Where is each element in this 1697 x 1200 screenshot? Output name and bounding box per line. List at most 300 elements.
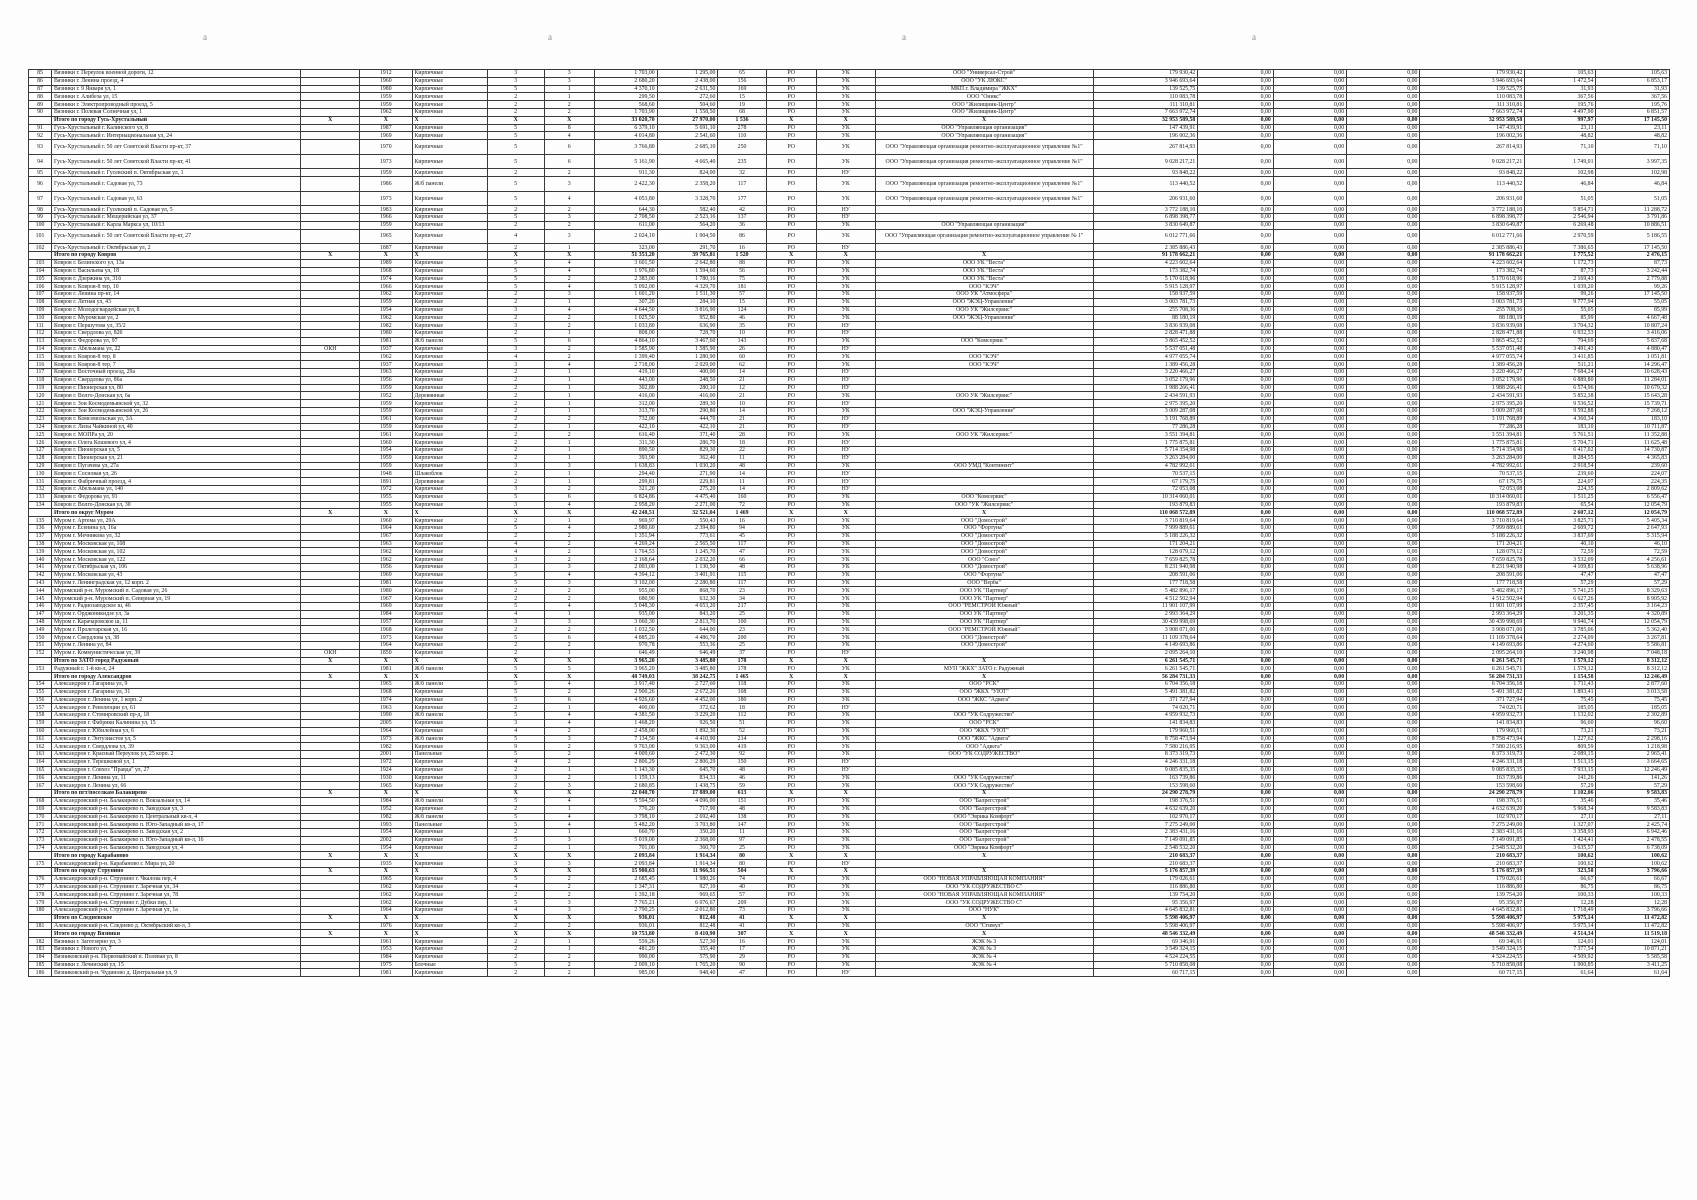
cost-part-cell: 0,00 <box>1273 899 1346 907</box>
cost-part-cell: 0,00 <box>1273 813 1346 821</box>
cost-part-cell: 0,00 <box>1198 883 1273 891</box>
address-cell: Ковров г. Зои Космодемьянской ул, 26 <box>52 408 301 416</box>
cost-part-cell: 0,00 <box>1347 930 1420 938</box>
fund-method-cell: РО <box>766 408 816 416</box>
unit-cost-cell: 1 513,15 <box>1525 758 1596 766</box>
management-method-cell: УК <box>816 462 875 470</box>
floors-cell: 3 <box>487 345 544 353</box>
max-unit-cost-cell: 102,98 <box>1596 169 1670 177</box>
fund-method-cell: РО <box>766 191 816 206</box>
heritage-cell <box>301 610 360 618</box>
cost-part-cell: 0,00 <box>1198 930 1273 938</box>
fund-method-cell: РО <box>766 229 816 244</box>
floors-cell: 2 <box>487 805 544 813</box>
wall-material-cell: Кирпичные <box>412 361 487 369</box>
table-row <box>29 454 1670 462</box>
table-body <box>29 70 1670 977</box>
max-unit-cost-cell: 105,63 <box>1596 70 1670 78</box>
fund-method-cell: РО <box>766 214 816 222</box>
max-unit-cost-cell: 99,26 <box>1596 283 1670 291</box>
fund-method-cell: РО <box>766 93 816 101</box>
management-org-cell: ООО "Балрегстрой" <box>875 836 1093 844</box>
fund-method-cell: X <box>766 930 816 938</box>
repair-cost-cell: 173 382,74 <box>1093 267 1198 275</box>
cost-part-cell: 0,00 <box>1273 860 1346 868</box>
repair-cost-cell: 8 758 473,94 <box>1093 735 1198 743</box>
residents-cell: 11 <box>718 478 766 486</box>
cost-part-cell: 0,00 <box>1347 782 1420 790</box>
cost-part-cell: 0,00 <box>1198 191 1273 206</box>
year-cell: 1982 <box>360 743 412 751</box>
entrances-cell: 6 <box>544 154 594 169</box>
floors-cell: X <box>487 790 544 798</box>
fund-method-cell: РО <box>766 291 816 299</box>
fund-method-cell: РО <box>766 478 816 486</box>
heritage-cell <box>301 618 360 626</box>
total-area-cell: 48 749,03 <box>594 673 657 681</box>
row-number-cell: 168 <box>29 797 52 805</box>
wall-material-cell: Кирпичные <box>412 259 487 267</box>
wall-material-cell: Кирпичные <box>412 774 487 782</box>
address-cell: Вязники г. Переулок военной дороги, 12 <box>52 70 301 78</box>
management-method-cell: УК <box>816 595 875 603</box>
max-unit-cost-cell: 224,07 <box>1596 470 1670 478</box>
cost-part-cell: 0,00 <box>1347 77 1420 85</box>
total-area-cell: 2 900,26 <box>594 688 657 696</box>
fund-method-cell: X <box>766 868 816 876</box>
total-cost-cell: 3 551 394,81 <box>1420 431 1525 439</box>
cost-part-cell: 0,00 <box>1347 836 1420 844</box>
residents-cell: 11 <box>718 454 766 462</box>
total-cost-cell: 153 598,60 <box>1420 782 1525 790</box>
premises-area-cell: 868,70 <box>657 587 718 595</box>
residents-cell: 90 <box>718 961 766 969</box>
repair-cost-cell: 111 310,81 <box>1093 101 1198 109</box>
heritage-cell <box>301 595 360 603</box>
heritage-cell: X <box>301 914 360 922</box>
heritage-cell <box>301 221 360 229</box>
heritage-cell <box>301 525 360 533</box>
address-cell: Гусь-Хрустальный г. 50 лет Советской Власти пр-кт, 27 <box>52 229 301 244</box>
row-number-cell: 131 <box>29 478 52 486</box>
address-cell: Гусь-Хрустальный г. Октябрьская ул, 2 <box>52 244 301 252</box>
unit-cost-cell: 86,75 <box>1525 883 1596 891</box>
table-row <box>29 907 1670 915</box>
management-method-cell: УК <box>816 821 875 829</box>
address-cell: Ковров г. Зои Космодемьянской ул, 32 <box>52 400 301 408</box>
table-row <box>29 124 1670 132</box>
row-number-cell <box>29 914 52 922</box>
cost-part-cell: 0,00 <box>1273 345 1346 353</box>
premises-area-cell: 2 813,70 <box>657 618 718 626</box>
residents-cell: 150 <box>718 758 766 766</box>
address-cell: Итого по городу Струнино <box>52 868 301 876</box>
wall-material-cell: Кирпичные <box>412 77 487 85</box>
total-cost-cell: 2 548 532,20 <box>1420 844 1525 852</box>
total-area-cell: 3 965,20 <box>594 657 657 665</box>
unit-cost-cell: 2 609,72 <box>1525 525 1596 533</box>
cost-part-cell: 0,00 <box>1273 77 1346 85</box>
repair-cost-cell: 163 739,86 <box>1093 774 1198 782</box>
premises-area-cell: 4 665,40 <box>657 154 718 169</box>
repair-cost-cell: 3 052 179,96 <box>1093 376 1198 384</box>
wall-material-cell: Кирпичные <box>412 493 487 501</box>
residents-cell: 28 <box>718 431 766 439</box>
management-org-cell: ООО "Домострой" <box>875 517 1093 525</box>
wall-material-cell: X <box>412 868 487 876</box>
total-cost-cell: 196 002,36 <box>1420 132 1525 140</box>
year-cell: X <box>360 790 412 798</box>
max-unit-cost-cell: 6 738,09 <box>1596 844 1670 852</box>
floors-cell: 2 <box>487 922 544 930</box>
management-method-cell: НУ <box>816 206 875 214</box>
row-number-cell: 173 <box>29 836 52 844</box>
management-org-cell <box>875 345 1093 353</box>
max-unit-cost-cell: 11 625,48 <box>1596 439 1670 447</box>
table-row <box>29 267 1670 275</box>
heritage-cell <box>301 423 360 431</box>
residents-cell: 250 <box>718 140 766 155</box>
repair-cost-cell: 4 977 055,74 <box>1093 353 1198 361</box>
total-area-cell: 2 093,84 <box>594 860 657 868</box>
cost-part-cell: 0,00 <box>1347 493 1420 501</box>
cost-part-cell: 0,00 <box>1347 961 1420 969</box>
address-cell: Муром г. Артема ул, 29А <box>52 517 301 525</box>
cost-part-cell: 0,00 <box>1273 571 1346 579</box>
repair-cost-cell: 4 782 992,61 <box>1093 462 1198 470</box>
management-org-cell: ЖЭК № 3 <box>875 946 1093 954</box>
year-cell: 1990 <box>360 712 412 720</box>
cost-part-cell: 0,00 <box>1198 797 1273 805</box>
wall-material-cell: Блочные <box>412 961 487 969</box>
table-row <box>29 486 1670 494</box>
management-org-cell: ООО УК "Партнер" <box>875 595 1093 603</box>
repair-cost-cell: 88 180,19 <box>1093 314 1198 322</box>
address-cell: Итого по городу Вязники <box>52 930 301 938</box>
floors-cell: 5 <box>487 571 544 579</box>
address-cell: Муром г. Коммунистическая ул, 39 <box>52 649 301 657</box>
floors-cell: 5 <box>487 214 544 222</box>
max-unit-cost-cell: 12 246,49 <box>1596 766 1670 774</box>
max-unit-cost-cell: 3 411,25 <box>1596 961 1670 969</box>
total-area-cell: 3 766,80 <box>594 140 657 155</box>
cost-part-cell: 0,00 <box>1273 930 1346 938</box>
max-unit-cost-cell: 14 730,87 <box>1596 447 1670 455</box>
heritage-cell: X <box>301 790 360 798</box>
total-area-cell: 1 976,80 <box>594 267 657 275</box>
repair-cost-cell: 6 261 545,71 <box>1093 665 1198 673</box>
total-area-cell: 5 048,30 <box>594 602 657 610</box>
year-cell: 1850 <box>360 649 412 657</box>
total-cost-cell: 4 246 331,18 <box>1420 758 1525 766</box>
floors-cell: 5 <box>487 154 544 169</box>
total-cost-cell: 2 095 264,10 <box>1420 649 1525 657</box>
management-method-cell: X <box>816 673 875 681</box>
total-cost-cell: 5 491 381,82 <box>1420 688 1525 696</box>
entrances-cell: 3 <box>544 899 594 907</box>
management-method-cell: УК <box>816 77 875 85</box>
cost-part-cell: 0,00 <box>1198 556 1273 564</box>
fund-method-cell: РО <box>766 634 816 642</box>
floors-cell: 9 <box>487 743 544 751</box>
cost-part-cell: 0,00 <box>1273 454 1346 462</box>
cost-part-cell: 0,00 <box>1198 673 1273 681</box>
year-cell: 1967 <box>360 532 412 540</box>
cost-part-cell: 0,00 <box>1273 369 1346 377</box>
management-method-cell: УК <box>816 665 875 673</box>
cost-part-cell: 0,00 <box>1273 214 1346 222</box>
management-org-cell: ООО "Балрегстрой" <box>875 797 1093 805</box>
table-row <box>29 766 1670 774</box>
management-method-cell: УК <box>816 501 875 509</box>
fund-method-cell: РО <box>766 140 816 155</box>
management-method-cell: НУ <box>816 415 875 423</box>
cost-part-cell: 0,00 <box>1273 322 1346 330</box>
max-unit-cost-cell: 3 997,35 <box>1596 154 1670 169</box>
cost-part-cell: 0,00 <box>1273 337 1346 345</box>
year-cell: 1982 <box>360 322 412 330</box>
total-area-cell: 51 353,20 <box>594 252 657 260</box>
cost-part-cell: 0,00 <box>1273 229 1346 244</box>
max-unit-cost-cell: 57,29 <box>1596 782 1670 790</box>
heritage-cell <box>301 493 360 501</box>
address-cell: Вязники г. Полевая Солнечная ул, 1 <box>52 108 301 116</box>
premises-area-cell: 969,65 <box>657 891 718 899</box>
cost-part-cell: 0,00 <box>1198 400 1273 408</box>
table-row <box>29 571 1670 579</box>
entrances-cell: 1 <box>544 766 594 774</box>
fund-method-cell: РО <box>766 244 816 252</box>
address-cell: Итого по городу Александров <box>52 673 301 681</box>
address-cell: Александров г. Свердлова ул, 39 <box>52 743 301 751</box>
cost-part-cell: 0,00 <box>1273 306 1346 314</box>
entrances-cell: 3 <box>544 907 594 915</box>
residents-cell: 47 <box>718 548 766 556</box>
fund-method-cell: РО <box>766 415 816 423</box>
address-cell: Вязники г. Нового ул, 7 <box>52 946 301 954</box>
table-row <box>29 525 1670 533</box>
cost-part-cell: 0,00 <box>1198 353 1273 361</box>
wall-material-cell: X <box>412 914 487 922</box>
year-cell: 1973 <box>360 634 412 642</box>
floors-cell: 2 <box>487 408 544 416</box>
residents-cell: 42 <box>718 206 766 214</box>
floors-cell: 4 <box>487 610 544 618</box>
total-cost-cell: 7 149 091,85 <box>1420 836 1525 844</box>
cost-part-cell: 0,00 <box>1198 415 1273 423</box>
table-row <box>29 797 1670 805</box>
residents-cell: 200 <box>718 634 766 642</box>
unit-cost-cell: 3 704,32 <box>1525 322 1596 330</box>
fund-method-cell: РО <box>766 470 816 478</box>
fund-method-cell: РО <box>766 696 816 704</box>
fund-method-cell: РО <box>766 860 816 868</box>
residents-cell: 18 <box>718 439 766 447</box>
unit-cost-cell: 6 574,96 <box>1525 384 1596 392</box>
total-area-cell: 4 370,10 <box>594 85 657 93</box>
total-area-cell: 313,70 <box>594 408 657 416</box>
address-cell: Итого по городу Гусь-Хрустальный <box>52 116 301 124</box>
row-number-cell: 108 <box>29 298 52 306</box>
management-method-cell: НУ <box>816 214 875 222</box>
residents-cell: 117 <box>718 579 766 587</box>
year-cell: 1969 <box>360 132 412 140</box>
management-org-cell: ООО "Управляющая организация ремонтно-эксплуатационное управление №1" <box>875 177 1093 192</box>
max-unit-cost-cell: 6 942,46 <box>1596 829 1670 837</box>
cost-part-cell: 0,00 <box>1198 595 1273 603</box>
table-row <box>29 423 1670 431</box>
cost-part-cell: 0,00 <box>1198 252 1273 260</box>
fund-method-cell: РО <box>766 384 816 392</box>
heritage-cell <box>301 267 360 275</box>
heritage-cell <box>301 564 360 572</box>
address-cell: Александровский р-н. Карабаново г. Мира ул, 20 <box>52 860 301 868</box>
cost-part-cell: 0,00 <box>1273 961 1346 969</box>
max-unit-cost-cell: 185,05 <box>1596 704 1670 712</box>
floors-cell: 2 <box>487 314 544 322</box>
year-cell: 1954 <box>360 306 412 314</box>
entrances-cell: 2 <box>544 532 594 540</box>
floors-cell: 2 <box>487 169 544 177</box>
cost-part-cell: 0,00 <box>1198 517 1273 525</box>
management-org-cell <box>875 322 1093 330</box>
residents-cell: 21 <box>718 415 766 423</box>
repair-cost-cell: 102 970,17 <box>1093 813 1198 821</box>
entrances-cell: 1 <box>544 704 594 712</box>
total-area-cell: 4 009,60 <box>594 751 657 759</box>
premises-area-cell: 4 329,70 <box>657 283 718 291</box>
cost-part-cell: 0,00 <box>1198 525 1273 533</box>
management-org-cell <box>875 969 1093 977</box>
premises-area-cell: 717,90 <box>657 805 718 813</box>
address-cell: Гусь-Хрустальный г. Карла Маркса ул, 10/13 <box>52 221 301 229</box>
floors-cell: 2 <box>487 641 544 649</box>
repair-cost-cell: 6 261 545,71 <box>1093 657 1198 665</box>
total-cost-cell: 111 310,81 <box>1420 101 1525 109</box>
wall-material-cell: Кирпичные <box>412 844 487 852</box>
address-cell: Муром г. Московская ул, 122 <box>52 556 301 564</box>
entrances-cell: 2 <box>544 751 594 759</box>
entrances-cell: 1 <box>544 85 594 93</box>
cost-part-cell: 0,00 <box>1273 673 1346 681</box>
fund-method-cell: РО <box>766 758 816 766</box>
heritage-cell <box>301 953 360 961</box>
repair-cost-cell: 177 718,58 <box>1093 579 1198 587</box>
entrances-cell: 2 <box>544 108 594 116</box>
entrances-cell: 2 <box>544 626 594 634</box>
cost-part-cell: 0,00 <box>1347 719 1420 727</box>
row-number-cell: 119 <box>29 384 52 392</box>
fund-method-cell: РО <box>766 564 816 572</box>
management-method-cell: X <box>816 914 875 922</box>
row-number-cell: 179 <box>29 899 52 907</box>
table-row <box>29 275 1670 283</box>
wall-material-cell: Кирпичные <box>412 400 487 408</box>
management-method-cell: УК <box>816 191 875 206</box>
address-cell: Александров г. Юбилейная ул, 6 <box>52 727 301 735</box>
fund-method-cell: РО <box>766 517 816 525</box>
table-row <box>29 140 1670 155</box>
year-cell: 1964 <box>360 525 412 533</box>
total-cost-cell: 7 999 889,61 <box>1420 525 1525 533</box>
table-row <box>29 501 1670 509</box>
total-area-cell: 481,20 <box>594 946 657 954</box>
entrances-cell: 2 <box>544 953 594 961</box>
table-row <box>29 969 1670 977</box>
cost-part-cell: 0,00 <box>1198 408 1273 416</box>
year-cell: 1980 <box>360 330 412 338</box>
address-cell: Ковров г. Ковров-8 тер, 10 <box>52 283 301 291</box>
table-row <box>29 564 1670 572</box>
cost-part-cell: 0,00 <box>1273 70 1346 78</box>
repair-cost-cell: 267 814,93 <box>1093 140 1198 155</box>
wall-material-cell: Кирпичные <box>412 829 487 837</box>
max-unit-cost-cell: 8 312,12 <box>1596 657 1670 665</box>
residents-cell: 74 <box>718 875 766 883</box>
wall-material-cell: Ж/б панели <box>412 735 487 743</box>
management-method-cell: УК <box>816 579 875 587</box>
cost-part-cell: 0,00 <box>1347 384 1420 392</box>
floors-cell: X <box>487 657 544 665</box>
cost-part-cell: 0,00 <box>1347 532 1420 540</box>
table-row <box>29 875 1670 883</box>
residents-cell: 11 <box>718 829 766 837</box>
total-cost-cell: 267 814,93 <box>1420 140 1525 155</box>
management-method-cell: НУ <box>816 447 875 455</box>
cost-part-cell: 0,00 <box>1198 70 1273 78</box>
unit-cost-cell: 9 777,94 <box>1525 298 1596 306</box>
premises-area-cell: 952,80 <box>657 314 718 322</box>
residents-cell: 57 <box>718 291 766 299</box>
management-org-cell: ООО "Фортуна" <box>875 571 1093 579</box>
premises-area-cell: 422,10 <box>657 423 718 431</box>
management-method-cell: УК <box>816 124 875 132</box>
floors-cell: 2 <box>487 431 544 439</box>
floors-cell: 2 <box>487 595 544 603</box>
fund-method-cell: РО <box>766 821 816 829</box>
residents-cell: 46 <box>718 314 766 322</box>
management-org-cell: ООО "УК ЛЮКС" <box>875 77 1093 85</box>
unit-cost-cell: 55,05 <box>1525 306 1596 314</box>
address-cell: Ковров г. Першутова ул, 35/2 <box>52 322 301 330</box>
residents-cell: 504 <box>718 868 766 876</box>
residents-cell: 178 <box>718 665 766 673</box>
unit-cost-cell: 7 684,24 <box>1525 369 1596 377</box>
management-method-cell: УК <box>816 946 875 954</box>
unit-cost-cell: 75,45 <box>1525 696 1596 704</box>
page-mark: a <box>203 32 207 42</box>
repair-cost-cell: 113 440,52 <box>1093 177 1198 192</box>
max-unit-cost-cell: 10 807,24 <box>1596 322 1670 330</box>
floors-cell: 2 <box>487 108 544 116</box>
wall-material-cell: Кирпичные <box>412 836 487 844</box>
repair-cost-cell: 371 727,94 <box>1093 696 1198 704</box>
entrances-cell: X <box>544 930 594 938</box>
cost-part-cell: 0,00 <box>1273 85 1346 93</box>
heritage-cell <box>301 314 360 322</box>
address-cell: Александров г. Энтузиастов ул, 5 <box>52 735 301 743</box>
address-cell: Александров г. Совхоз "Правда" ул, 27 <box>52 766 301 774</box>
management-org-cell: X <box>875 509 1093 517</box>
cost-part-cell: 0,00 <box>1273 140 1346 155</box>
cost-part-cell: 0,00 <box>1347 229 1420 244</box>
management-method-cell: НУ <box>816 704 875 712</box>
premises-area-cell: 646,49 <box>657 649 718 657</box>
heritage-cell: X <box>301 868 360 876</box>
repair-cost-cell: 4 645 832,81 <box>1093 907 1198 915</box>
cost-part-cell: 0,00 <box>1198 486 1273 494</box>
max-unit-cost-cell: 2 779,88 <box>1596 275 1670 283</box>
